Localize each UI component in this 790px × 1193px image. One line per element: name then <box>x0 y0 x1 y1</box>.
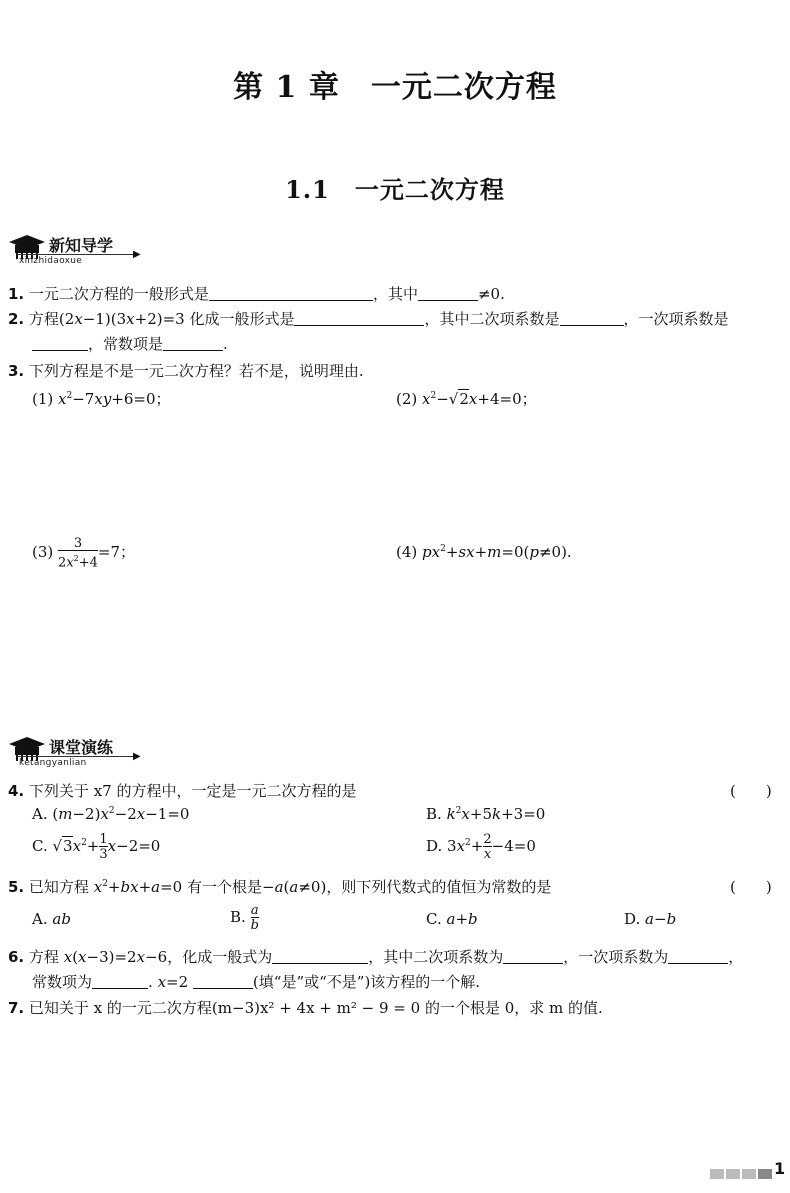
answer-paren: ( ) <box>730 878 772 896</box>
question-5: 5. 已知方程 $x^2+bx+a=0$ 有一个根是−a(a≠0)，则下列代数式的值恒为常数的是 <box>8 878 552 896</box>
option-a: A. $(m-2)x^2-2x-1=0$ <box>32 805 190 823</box>
option-d: D. a−b <box>624 910 677 928</box>
question-3-part-1: (1) $x^2-7xy+6=0$； <box>32 390 171 408</box>
question-6-cont: 常数项为 . x=2 (填“是”或“不是”)该方程的一个解. <box>32 973 481 991</box>
question-7: 7. 已知关于 x 的一元二次方程(m−3)x² + 4x + m² − 9 = 0 的一个根是 0，求 m 的值. <box>8 999 603 1017</box>
badge-ketangyanlian: 课堂演练 ▶ ketangyanlian <box>5 734 145 774</box>
option-c: C. $√3x^2+$ $\frac{1}{3}$ x−2=0 <box>32 832 161 862</box>
question-1: 1. 一元二次方程的一般形式是 ，其中 ≠0. <box>8 285 505 303</box>
option-b: B. $\frac{a}{b}$ <box>230 903 259 933</box>
option-d: D. $3x^2+$ $\frac{2}{x}$ −4=0 <box>426 832 536 862</box>
page-number: 1 <box>774 1159 786 1178</box>
badge-subtitle: ketangyanlian <box>19 758 87 768</box>
answer-paren: ( ) <box>730 782 772 800</box>
question-3: 3. 下列方程是不是一元二次方程？若不是，说明理由. <box>8 362 364 380</box>
badge-subtitle: xinzhidaoxue <box>19 256 83 266</box>
page-footer-decoration <box>710 1165 774 1183</box>
badge-xinzhidaoxue: 新知导学 ▶ xinzhidaoxue <box>5 232 145 272</box>
chapter-title: 第 1 章 一元二次方程 <box>233 70 557 105</box>
option-a: A. ab <box>32 910 71 928</box>
question-4: 4. 下列关于 x7 的方程中，一定是一元二次方程的是 <box>8 782 357 800</box>
badge-title: 课堂演练 <box>49 738 114 757</box>
question-3-part-2: (2) $x^2-√2x+4=0$； <box>396 390 537 408</box>
question-3-part-3: (3) $\frac{3}{2x^2+4}$ =7； <box>32 536 136 571</box>
badge-title: 新知导学 <box>49 236 114 255</box>
question-2: 2. 方程(2x−1)(3x+2)=3 化成一般形式是 ，其中二次项系数是 ，一次项系数是 <box>8 310 729 328</box>
question-6: 6. 方程 x(x−3)=2x−6，化成一般式为 ，其中二次项系数为 ，一次项系数为 ， <box>8 948 744 966</box>
section-title: 1.1 一元二次方程 <box>285 175 505 204</box>
question-3-part-4: (4) $px^2+sx+m=0(p\ne 0)$. <box>396 543 572 561</box>
option-c: C. a+b <box>426 910 478 928</box>
question-2-cont: ，常数项是 . <box>32 333 228 354</box>
option-b: B. $k^2x+5k+3=0$ <box>426 805 546 823</box>
